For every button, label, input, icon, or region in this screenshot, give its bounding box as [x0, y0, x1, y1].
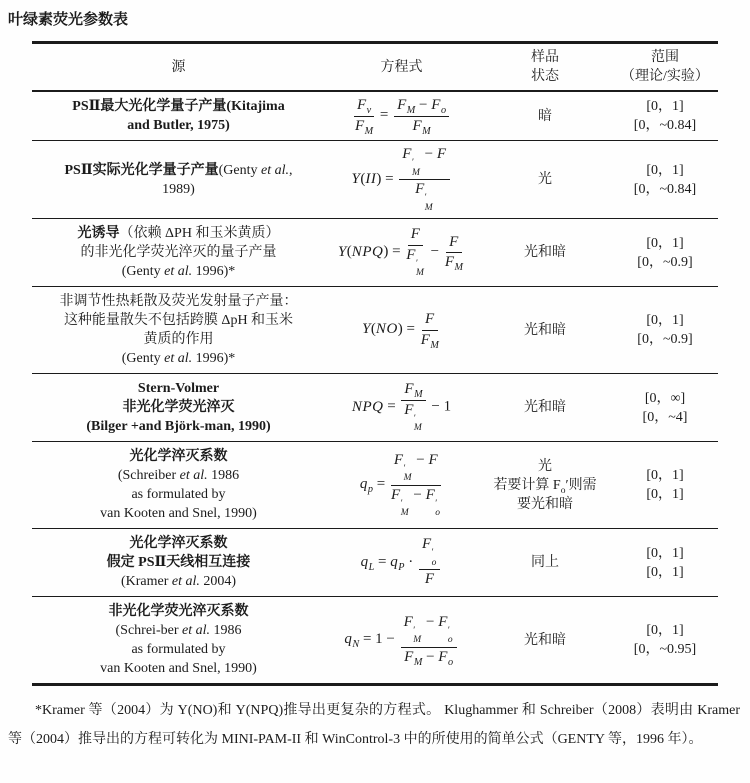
- text-line: 非调节性热耗散及荧光发射量子产量：: [59, 294, 298, 309]
- text-line: 1989): [162, 181, 195, 197]
- math-variable: F: [421, 536, 432, 553]
- range-cell: [612, 234, 718, 272]
- equation-cell: [325, 614, 478, 666]
- range-line: [0，~0.95]: [633, 642, 697, 657]
- table-row: [32, 219, 718, 287]
- math-variable: F: [438, 613, 448, 630]
- text-line: 若要计算 $F_o'$则需: [493, 477, 597, 496]
- equation-cell: [325, 146, 478, 213]
- range-line: [0，1]: [646, 564, 684, 580]
- equation-text: NPQ =: [351, 398, 396, 415]
- text-line: 光化学淬灭系数: [129, 449, 228, 464]
- text-line: (Schrei-ber et al. 1986: [115, 623, 242, 638]
- source-cell: [32, 224, 325, 281]
- footnote: *Kramer 等（2004）为 Y(NO)和 Y(NPQ)推导出更复杂的方程式。 Klughammer 和 Schreiber（2008）表明由 Kramer 等（2004）推导出的方程可转化为 MINI-PAM-II 和 WinControl-3 中的所使用的简单公式（GENTY 等，1996 年）。: [8, 703, 740, 747]
- text-line: Stern-Volmer: [137, 381, 220, 396]
- fraction: $\frac{F_v}{F_M}$: [354, 97, 374, 137]
- range-cell: [612, 544, 718, 582]
- source-cell: [32, 97, 325, 135]
- fraction: $\frac{F}{F_M}$: [444, 233, 464, 273]
- math-variable: I: [365, 170, 371, 187]
- source-cell: [32, 379, 325, 436]
- table-row: [32, 374, 718, 442]
- text-line: as formulated by: [131, 642, 226, 657]
- math-variable: F: [436, 146, 447, 162]
- fluorescence-parameters-table: [32, 41, 718, 686]
- range-line: [0，1]: [646, 162, 684, 178]
- fraction: [419, 536, 440, 588]
- math-prime-subscript: ′ M: [403, 463, 412, 483]
- math-variable: Y: [362, 321, 371, 338]
- math-prime-subscript: ′ M: [413, 625, 422, 646]
- equation-text: $q_N = 1$ −: [344, 631, 395, 651]
- math-variable: F: [420, 331, 430, 348]
- math-variable: F: [354, 117, 365, 134]
- text-line: 非光化学荧光淬灭系数: [108, 604, 249, 619]
- text-line: and Butler, 1975): [127, 118, 230, 133]
- math-variable: P: [362, 398, 372, 415]
- text-line: 光和暗: [524, 245, 566, 260]
- math-variable: F: [393, 451, 404, 468]
- source-cell: [32, 602, 325, 678]
- text-line: 光和暗: [524, 322, 566, 338]
- math-variable: F: [415, 181, 425, 197]
- equation-text: =: [379, 107, 389, 124]
- range-line: [0，1]: [646, 623, 684, 638]
- math-variable: F: [356, 97, 367, 114]
- math-variable: Q: [371, 243, 383, 260]
- range-cell: [612, 621, 718, 659]
- source-cell: [32, 292, 325, 368]
- equation-text: − 1: [431, 398, 452, 415]
- text-line: 的非光化学荧光淬灭的量子产量: [80, 245, 277, 260]
- fraction: $F_M$ F ′ M: [401, 381, 425, 433]
- text-line: 假定 PSⅡ天线相互连接: [106, 555, 251, 570]
- math-variable: q: [390, 553, 398, 570]
- header-equation: 方程式: [380, 59, 423, 75]
- table-header-row: [32, 44, 718, 92]
- math-variable: N: [351, 243, 362, 260]
- math-variable: F: [404, 401, 414, 418]
- range-line: [0，1]: [646, 487, 684, 502]
- equation-cell: [325, 381, 478, 433]
- math-variable: F: [444, 254, 455, 270]
- text-line: (Schreiber et al. 1986: [117, 468, 240, 483]
- math-prime-subscript: ′ o: [435, 498, 441, 518]
- math-variable: F: [428, 451, 438, 468]
- range-line: [0，1]: [646, 313, 684, 328]
- range-line: [0，1]: [646, 545, 684, 561]
- text-line: 黄质的作用: [143, 332, 214, 347]
- math-variable: F: [402, 146, 412, 162]
- range-line: [0，~0.9]: [637, 254, 693, 270]
- text-line: 光和暗: [524, 400, 566, 415]
- text-line: PSⅡ实际光化学量子产量(Genty et al.,: [64, 162, 293, 178]
- range-cell: [612, 466, 718, 504]
- range-line: [0，1]: [646, 468, 684, 483]
- header-source: 源: [171, 59, 186, 75]
- page-title: 叶绿素荧光参数表: [8, 12, 129, 28]
- math-prime-subscript: ′ o: [431, 548, 437, 568]
- math-variable: F: [424, 571, 435, 588]
- text-line: 暗: [538, 108, 552, 124]
- range-cell: [612, 389, 718, 427]
- text-line: (Genty et al. 1996)*: [121, 264, 236, 279]
- sample-state-cell: [478, 170, 612, 189]
- header-range-line2: （理论/实验）: [621, 69, 709, 84]
- text-line: 非光化学荧光淬灭: [122, 400, 235, 415]
- math-variable: Y: [337, 243, 347, 260]
- equation-text: Y(NPQ) =: [337, 243, 401, 260]
- table-row: [32, 529, 718, 597]
- source-cell: [32, 534, 325, 591]
- table-row: [32, 92, 718, 141]
- equation-cell: [325, 452, 478, 519]
- math-variable: F: [412, 117, 422, 134]
- text-line: (Genty et al. 1996)*: [121, 351, 236, 366]
- text-line: (Bilger +and Björk-man, 1990): [86, 419, 271, 434]
- math-variable: N: [375, 321, 386, 338]
- math-variable: F: [391, 486, 401, 503]
- text-line: as formulated by: [131, 487, 226, 502]
- fraction: F ′ M − F ′ o $F_M - F_o$: [401, 614, 457, 666]
- table-row: [32, 141, 718, 219]
- equation-text: $q_L = q_P$ ·: [360, 553, 414, 573]
- range-cell: [612, 97, 718, 135]
- equation-cell: [325, 97, 478, 135]
- range-line: [0，1]: [646, 99, 684, 114]
- table-row: [32, 442, 718, 529]
- math-prime-subscript: ′ M: [413, 413, 422, 434]
- table-body: [32, 92, 718, 683]
- text-line: 要光和暗: [517, 496, 573, 512]
- sample-state-cell: [478, 107, 612, 126]
- text-line: 同上: [531, 555, 559, 570]
- math-variable: F: [404, 381, 414, 398]
- sample-state-cell: [478, 553, 612, 572]
- fraction: $\frac{F}{F_M}$: [420, 311, 439, 351]
- source-cell: [32, 447, 325, 523]
- table-row: [32, 597, 718, 683]
- math-variable: q: [360, 553, 369, 570]
- text-line: 光诱导（依赖 ΔPH 和玉米黄质）: [77, 226, 280, 241]
- source-cell: [32, 161, 325, 199]
- range-cell: [612, 311, 718, 349]
- math-variable: I: [370, 170, 376, 187]
- math-variable: q: [344, 631, 352, 648]
- header-sample-state: [478, 48, 612, 86]
- text-line: van Kooten and Snel, 1990): [100, 661, 257, 676]
- math-variable: F: [425, 311, 435, 328]
- text-line: 光化学淬灭系数: [129, 536, 228, 551]
- sample-state-cell: [478, 457, 612, 514]
- equation-text: −: [430, 243, 440, 260]
- math-prime-subscript: ′ M: [415, 258, 424, 279]
- equation-text: $q_p$ =: [359, 476, 386, 496]
- header-sample-state-line2: 状态: [531, 69, 559, 84]
- math-variable: F: [403, 613, 413, 630]
- table-row: [32, 287, 718, 374]
- fraction: $\frac{F_M - F_o}{F_M}$: [394, 97, 449, 135]
- sample-state-cell: [478, 631, 612, 650]
- math-variable: F: [431, 97, 441, 114]
- text-line: PSⅡ最大光化学量子产量(Kitajima: [72, 99, 285, 114]
- range-line: [0，1]: [646, 235, 684, 251]
- equation-text: Y(II) =: [351, 170, 394, 187]
- math-prime-subscript: ′ M: [400, 498, 409, 518]
- math-variable: N: [351, 398, 362, 415]
- equation-cell: [325, 311, 478, 349]
- range-line: [0，~0.84]: [633, 181, 697, 197]
- range-line: [0，∞]: [644, 390, 686, 406]
- text-line: 光: [538, 458, 552, 474]
- math-variable: F: [438, 648, 448, 665]
- fraction: F ′ M − F F ′ M − F ′ o: [391, 451, 441, 518]
- math-prime-subscript: ′ o: [447, 625, 453, 646]
- range-line: [0，~0.9]: [637, 332, 693, 347]
- math-variable: F: [406, 246, 416, 263]
- sample-state-cell: [478, 321, 612, 340]
- range-line: [0，~4]: [642, 409, 688, 425]
- math-prime-subscript: ′ M: [424, 193, 433, 213]
- text-line: 这种能量散失不包括跨膜 ΔpH 和玉米: [63, 313, 294, 328]
- math-variable: F: [425, 486, 435, 503]
- math-variable: O: [386, 321, 398, 338]
- math-prime-subscript: ′ M: [411, 158, 420, 178]
- math-variable: Y: [351, 170, 360, 187]
- math-variable: P: [362, 243, 372, 260]
- math-variable: F: [410, 226, 420, 243]
- range-line: [0，~0.84]: [633, 118, 697, 133]
- math-variable: q: [359, 476, 368, 493]
- text-line: (Kramer et al. 2004): [120, 574, 237, 589]
- range-cell: [612, 161, 718, 199]
- header-range: [612, 48, 718, 86]
- text-line: 光和暗: [524, 632, 566, 648]
- sample-state-cell: [478, 243, 612, 262]
- fraction: F ′ M − F F ′ M: [399, 146, 449, 213]
- header-range-line1: 范围: [651, 50, 679, 65]
- math-variable: Q: [372, 398, 383, 415]
- equation-cell: [325, 226, 478, 278]
- math-variable: F: [404, 648, 414, 665]
- fraction: [406, 226, 425, 278]
- math-variable: F: [449, 233, 459, 250]
- math-variable: F: [397, 97, 407, 114]
- header-sample-state-line1: 样品: [531, 50, 559, 65]
- sample-state-cell: [478, 398, 612, 417]
- text-line: van Kooten and Snel, 1990): [100, 506, 257, 521]
- equation-text: Y(NO) =: [362, 321, 415, 338]
- equation-cell: [325, 536, 478, 588]
- text-line: 光: [538, 172, 552, 187]
